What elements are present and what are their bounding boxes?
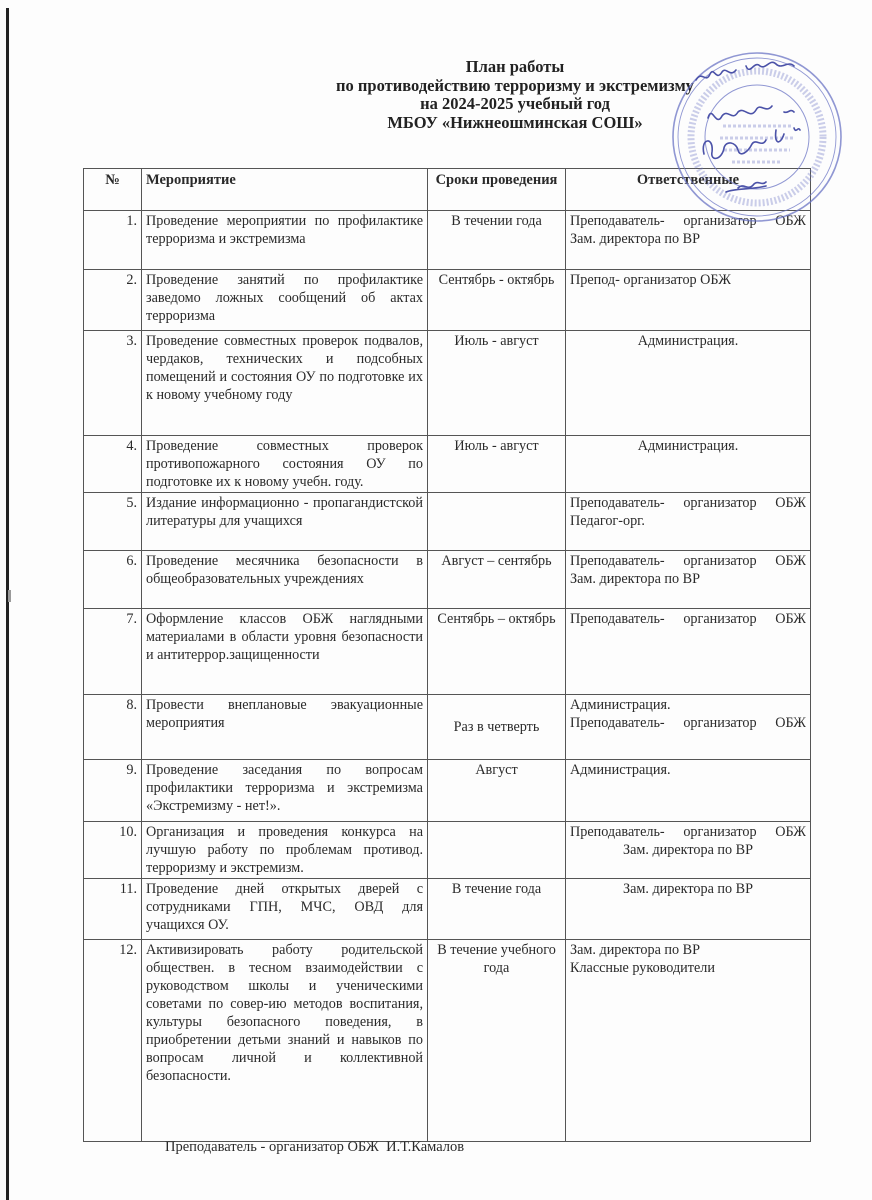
table-row <box>84 609 811 695</box>
row-number: 2. <box>84 270 142 331</box>
row-activity: Проведение месячника безопасности в общеобразовательных учреждениях <box>142 551 428 609</box>
scan-edge-line <box>6 8 9 1200</box>
table-row <box>84 879 811 940</box>
responsible-line: Преподаватель- организатор ОБЖ <box>570 715 806 731</box>
row-activity: Проведение занятий по профилактике заведомо ложных сообщений об актах терроризма <box>142 270 428 331</box>
responsible-line: Преподаватель- организатор ОБЖ <box>570 553 806 569</box>
signature-stroke <box>703 128 800 158</box>
row-activity: Организация и проведения конкурса на лучшую работу по проблемам противод. терроризму и экстремизм. <box>142 822 428 879</box>
row-responsible <box>566 551 811 609</box>
row-activity: Активизировать работу родительской обществен. в тесном взаимодействии с руководством школы и ученическими советами по совер-ию методов воспитания, культуры безопасного поведения, в приобретении детьми знаний и навыков по вопросам личной и коллективной безопасности. <box>142 940 428 1142</box>
title-line: по противодействию терроризму и экстремизму <box>336 75 694 95</box>
table-row <box>84 270 811 331</box>
table-row <box>84 551 811 609</box>
row-number: 11. <box>84 879 142 940</box>
row-timing: Август <box>428 760 566 822</box>
row-number: 5. <box>84 493 142 551</box>
title-line: План работы <box>465 57 565 76</box>
responsible-line: Администрация. <box>570 697 671 713</box>
responsible-line: Преподаватель- организатор ОБЖ <box>570 824 806 840</box>
responsible-line: Зам. директора по ВР <box>570 571 701 587</box>
table-row <box>84 211 811 270</box>
header-timing: Сроки проведения <box>428 169 566 211</box>
responsible-line: Препод- организатор ОБЖ <box>570 272 731 288</box>
row-responsible <box>566 331 811 436</box>
row-responsible <box>566 270 811 331</box>
document-title <box>255 58 775 132</box>
responsible-line: Преподаватель- организатор ОБЖ <box>570 213 806 229</box>
row-activity: Проведение заседания по вопросам профилактики терроризма и экстремизма «Экстремизму - нет!». <box>142 760 428 822</box>
responsible-line: Зам. директора по ВР <box>622 881 753 897</box>
scan-artifact <box>8 590 11 602</box>
table-row <box>84 695 811 760</box>
responsible-line: Администрация. <box>570 762 671 778</box>
responsible-line: Педагог-орг. <box>570 513 645 529</box>
row-timing: Август – сентябрь <box>428 551 566 609</box>
row-timing: Раз в четверть <box>428 695 566 760</box>
title-line: на 2024-2025 учебный год <box>420 94 610 113</box>
title-line: МБОУ «Нижнеошминская СОШ» <box>387 112 643 132</box>
responsible-line: Администрация. <box>637 438 739 454</box>
row-activity: Провести внеплановые эвакуационные мероприятия <box>142 695 428 760</box>
header-activity: Мероприятие <box>142 169 428 211</box>
responsible-line: Зам. директора по ВР <box>622 842 753 858</box>
row-timing: Июль - август <box>428 436 566 493</box>
table-header-row <box>84 169 811 211</box>
responsible-line: Администрация. <box>637 333 739 349</box>
row-activity: Оформление классов ОБЖ наглядными материалами в области уровня безопасности и антитеррор.защищенности <box>142 609 428 695</box>
row-number: 3. <box>84 331 142 436</box>
row-activity: Издание информационно - пропагандистской литературы для учащихся <box>142 493 428 551</box>
plan-table <box>83 168 811 1142</box>
table-row <box>84 493 811 551</box>
row-number: 10. <box>84 822 142 879</box>
table-row <box>84 940 811 1142</box>
row-number: 9. <box>84 760 142 822</box>
row-activity: Проведение дней открытых дверей с сотрудниками ГПН, МЧС, ОВД для учащихся ОУ. <box>142 879 428 940</box>
responsible-line: Зам. директора по ВР <box>570 231 701 247</box>
row-number: 4. <box>84 436 142 493</box>
row-number: 6. <box>84 551 142 609</box>
responsible-line: Преподаватель- организатор ОБЖ <box>570 611 806 627</box>
row-responsible <box>566 609 811 695</box>
row-responsible <box>566 493 811 551</box>
row-responsible <box>566 436 811 493</box>
header-num: № <box>84 169 142 211</box>
table-row <box>84 331 811 436</box>
row-timing: В течение года <box>428 879 566 940</box>
row-number: 8. <box>84 695 142 760</box>
row-responsible <box>566 879 811 940</box>
row-timing: В течение учебного года <box>428 940 566 1142</box>
table-row <box>84 436 811 493</box>
responsible-line: Преподаватель- организатор ОБЖ <box>570 495 806 511</box>
table-row <box>84 822 811 879</box>
row-responsible <box>566 940 811 1142</box>
table-body <box>84 211 811 1142</box>
row-number: 1. <box>84 211 142 270</box>
row-number: 12. <box>84 940 142 1142</box>
row-activity: Проведение совместных проверок противопожарного состояния ОУ по подготовке их к новому учебн. году. <box>142 436 428 493</box>
row-timing <box>428 822 566 879</box>
row-responsible <box>566 695 811 760</box>
row-number: 7. <box>84 609 142 695</box>
row-timing: Июль - август <box>428 331 566 436</box>
row-timing <box>428 493 566 551</box>
table-row <box>84 760 811 822</box>
signature-footer: Преподаватель - организатор ОБЖ И.Т.Камалов <box>165 1139 465 1155</box>
row-responsible <box>566 822 811 879</box>
row-activity: Проведение мероприятии по профилактике терроризма и экстремизма <box>142 211 428 270</box>
responsible-line: Классные руководители <box>570 960 715 976</box>
row-responsible <box>566 760 811 822</box>
row-activity: Проведение совместных проверок подвалов, чердаков, технических и подсобных помещений и состояния ОУ по подготовке их к новому учебному году <box>142 331 428 436</box>
responsible-line: Зам. директора по ВР <box>570 942 701 958</box>
header-responsible: Ответственные <box>566 169 811 211</box>
row-timing: Сентябрь - октябрь <box>428 270 566 331</box>
row-timing: В течении года <box>428 211 566 270</box>
row-responsible <box>566 211 811 270</box>
row-timing: Сентябрь – октябрь <box>428 609 566 695</box>
